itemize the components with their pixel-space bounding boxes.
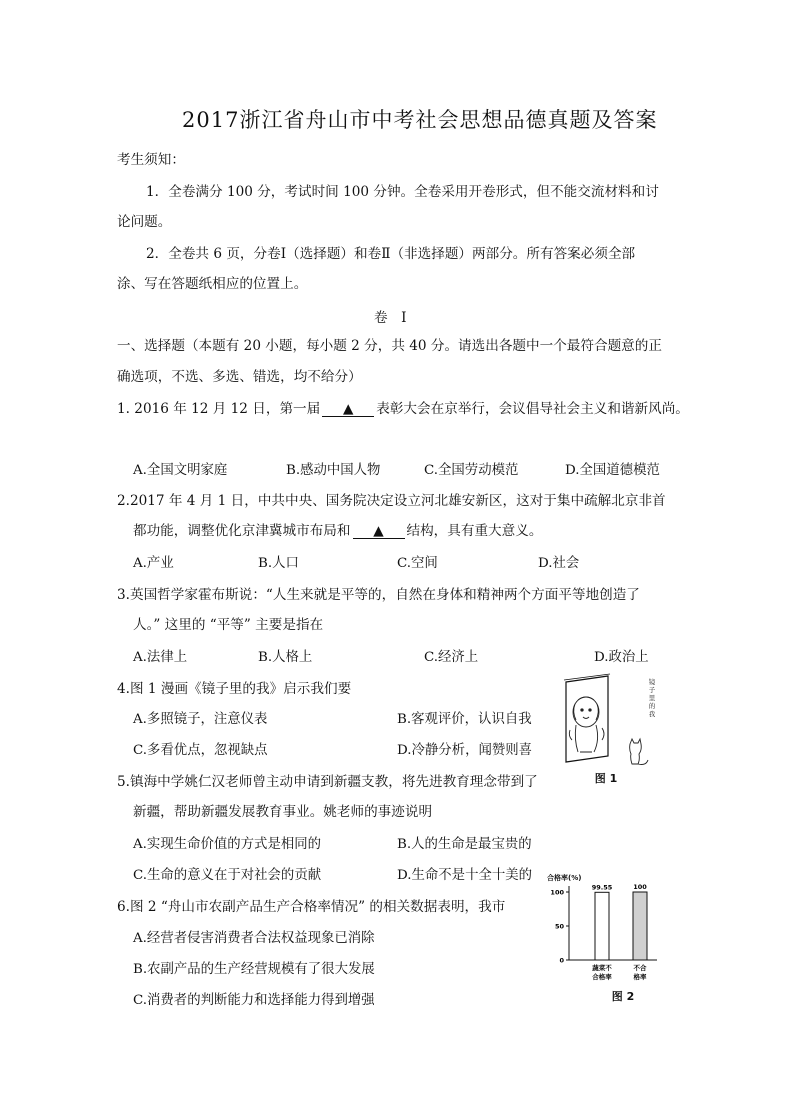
figure-2-chart [545, 868, 665, 1008]
q4-option-b: B.客观评价，认识自我 [397, 712, 532, 727]
question-2-text-post: 结构，具有重大意义。 [406, 523, 543, 539]
question-2-line-2 [133, 519, 542, 539]
question-2-text-pre: 都功能，调整优化京津冀城市布局和 [133, 523, 351, 539]
q2-option-d: D.社会 [538, 556, 580, 571]
q3-option-c: C.经济上 [424, 650, 479, 665]
q1-option-b: B.感动中国人物 [286, 463, 381, 478]
q4-option-a: A.多照镜子，注意仪表 [133, 712, 268, 727]
chart-category-label: 不合 [633, 964, 647, 972]
chart-category-label: 蔬菜不 [592, 964, 612, 972]
answer-blank: ▲ [353, 524, 405, 539]
figure-2-caption: 图 2 [611, 990, 635, 1003]
q3-option-a: A.法律上 [133, 650, 188, 665]
page-title: 2017浙江省舟山市中考社会思想品德真题及答案 [182, 108, 658, 132]
question-5-line-2: 新疆，帮助新疆发展教育事业。姚老师的事迹说明 [133, 804, 433, 820]
q2-option-b: B.人口 [258, 556, 299, 571]
figure-1-caption: 图 1 [594, 772, 618, 785]
q3-option-d: D.政治上 [594, 650, 649, 665]
figure-1-cartoon [556, 670, 660, 786]
chart-y-tick-label: 100 [550, 888, 564, 897]
section-heading-line-1: 一、选择题（本题有 20 小题，每小题 2 分，共 40 分。请选出各题中一个最符合题意的正 [117, 338, 662, 354]
question-6-line-1: 6.图 2 “舟山市农副产品生产合格率情况” 的相关数据表明，我市 [117, 899, 506, 915]
chart-category-label: 格率 [633, 973, 647, 981]
q1-option-c: C.全国劳动模范 [424, 463, 519, 478]
cat-icon [630, 739, 648, 765]
q2-option-c: C.空间 [397, 556, 438, 571]
section-heading-line-2: 确选项，不选、多选、错选，均不给分） [117, 369, 362, 385]
chart-data-label: 99.55 [591, 883, 613, 892]
notice-item-1-line-2: 论问题。 [117, 214, 172, 230]
q5-option-c: C.生命的意义在于对社会的贡献 [133, 868, 322, 883]
q4-option-d: D.冷静分析，闻赞则喜 [397, 743, 533, 758]
question-4-line-1: 4.图 1 漫画《镜子里的我》启示我们要 [117, 681, 352, 697]
q4-option-c: C.多看优点，忽视缺点 [133, 743, 268, 758]
mirror-caption-char-3: 里 [648, 694, 656, 702]
q5-option-a: A.实现生命价值的方式是相同的 [133, 837, 322, 852]
mirror-caption-char-1: 镜 [648, 678, 656, 686]
chart-y-tick-label: 0 [559, 956, 564, 965]
q6-option-a: A.经营者侵害消费者合法权益现象已消除 [133, 931, 375, 946]
question-3-line-2: 人。” 这里的 “平等” 主要是指在 [133, 617, 324, 633]
mirror-caption-char-2: 子 [648, 686, 656, 694]
notice-item-2-line-1: 2．全卷共 6 页，分卷Ⅰ（选择题）和卷Ⅱ（非选择题）两部分。所有答案必须全部 [146, 246, 636, 262]
chart-bar [595, 892, 609, 960]
answer-blank: ▲ [322, 402, 374, 417]
chart-data-label: 100 [633, 883, 647, 891]
mirror-caption-char-5: 我 [648, 710, 656, 718]
q6-option-b: B.农副产品的生产经营规模有了很大发展 [133, 962, 375, 977]
mirror-frame [566, 676, 608, 762]
mirror-caption-char-4: 的 [648, 702, 656, 710]
question-1-text-post: 表彰大会在京举行，会议倡导社会主义和谐新风尚。 [376, 401, 689, 417]
chart-bar [633, 892, 647, 960]
chart-y-axis-label: 合格率(%) [547, 874, 582, 882]
question-2-line-1: 2.2017 年 4 月 1 日，中共中央、国务院决定设立河北雄安新区，这对于集中疏解北京非首 [117, 493, 666, 509]
q5-option-d: D.生命不是十全十美的 [397, 868, 533, 883]
q2-option-a: A.产业 [133, 556, 174, 571]
notice-heading: 考生须知： [117, 152, 185, 168]
q1-option-a: A.全国文明家庭 [133, 463, 228, 478]
question-1-text-pre: 1. 2016 年 12 月 12 日，第一届 [117, 401, 321, 417]
question-1 [117, 397, 689, 417]
question-5-line-1: 5.镇海中学姚仁汉老师曾主动申请到新疆支教，将先进教育理念带到了 [117, 774, 538, 790]
notice-item-1-line-1: 1．全卷满分 100 分，考试时间 100 分钟。全卷采用开卷形式，但不能交流材料和讨 [146, 184, 659, 200]
q5-option-b: B.人的生命是最宝贵的 [397, 837, 532, 852]
chart-category-label: 合格率 [592, 973, 612, 981]
notice-item-2-line-2: 涂、写在答题纸相应的位置上。 [117, 276, 308, 292]
q6-option-c: C.消费者的判断能力和选择能力得到增强 [133, 993, 375, 1008]
question-3-line-1: 3.英国哲学家霍布斯说：“人生来就是平等的，自然在身体和精神两个方面平等地创造了 [117, 587, 640, 603]
chart-y-tick-label: 50 [554, 922, 564, 931]
volume-label: 卷 Ⅰ [374, 310, 407, 326]
q3-option-b: B.人格上 [258, 650, 313, 665]
q1-option-d: D.全国道德模范 [565, 463, 660, 478]
